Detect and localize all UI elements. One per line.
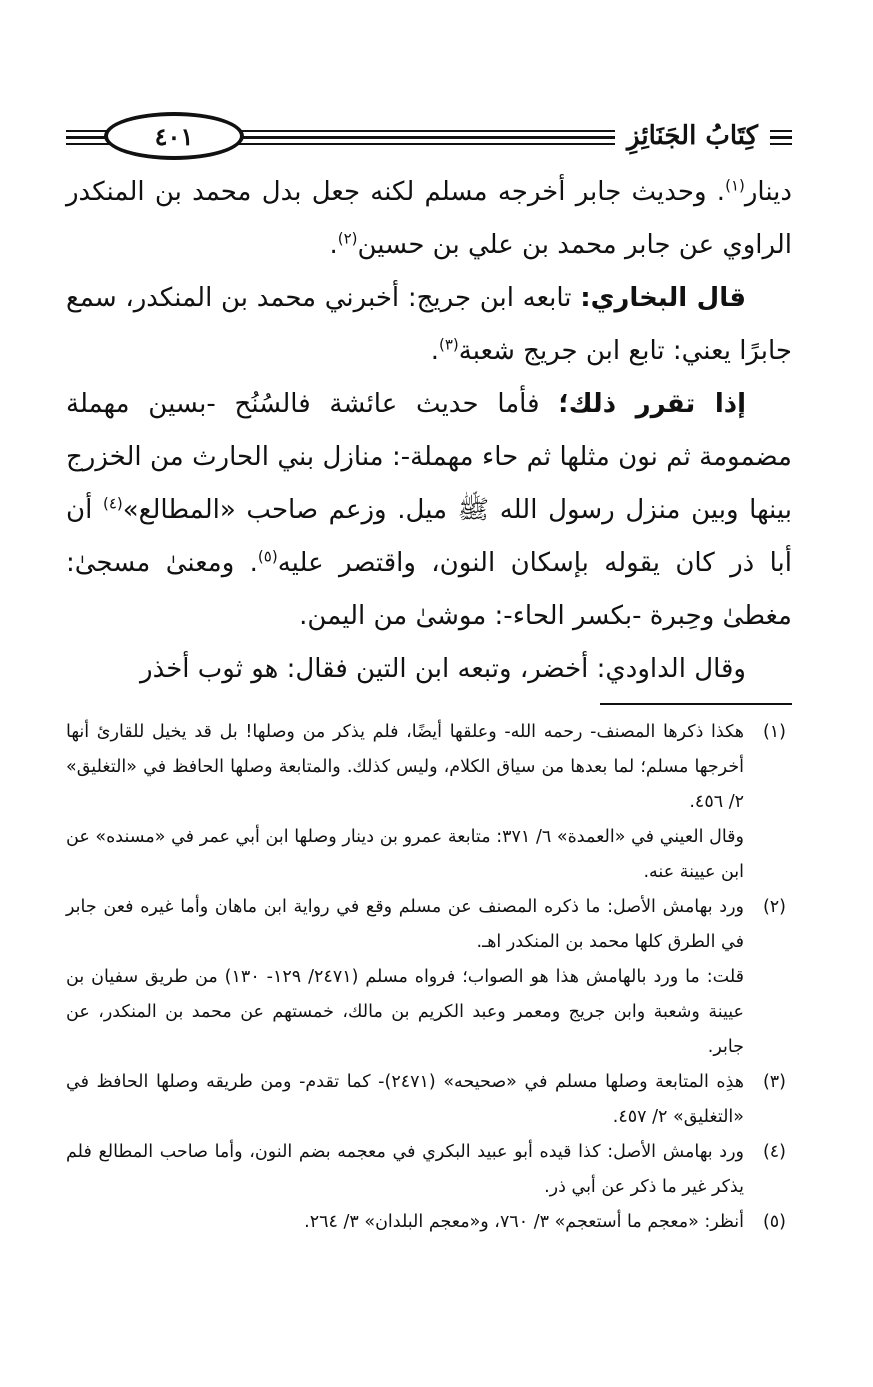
footnote-text: هذِه المتابعة وصلها مسلم في «صحيحه» (٢٤٧١)- كما تقدم- ومن طريقه وصلها الحافظ في «التغليق» ٢/ ٤٥٧. (66, 1072, 744, 1127)
chapter-title: كِتَابُ الجَنَائِزِ (627, 121, 758, 151)
footnote (66, 715, 792, 890)
footnote-body (66, 1205, 744, 1240)
footnote (66, 1065, 792, 1135)
footnote-text: ورد بهامش الأصل: ما ذكره المصنف عن مسلم وقع في رواية ابن ماهان وأما غيره فعن جابر في الطرق كلها محمد بن المنكدر اهـ. (66, 897, 744, 952)
footnote-separator (600, 703, 792, 705)
footnote-text: هكذا ذكرها المصنف- رحمه الله- وعلقها أيضًا، فلم يذكر من وصلها! بل قد يخيل للقارئ أنها أخرجها مسلم؛ لما بعدها من سياق الكلام، وليس كذلك. والمتابعة وصلها الحافظ في «التغليق» ٢/ ٤٥٦. (66, 722, 744, 812)
text-run: فأما حديث عائشة فالسُنُح -بسين مهملة مضمومة ثم نون مثلها ثم حاء مهملة-: منازل بني الحارث من الخزرج بينها وبين منزل رسول الله ﷺ ميل. وزعم صاحب «المطالع» (66, 389, 792, 525)
footnote-number: (٣) (762, 1072, 786, 1092)
chapter-title-box (615, 114, 770, 158)
footnote-body (66, 1065, 744, 1135)
footnote-text: ورد بهامش الأصل: كذا قيده أبو عبيد البكري في معجمه بضم النون، وأما صاحب المطالع فلم يذكر غير ما ذكر عن أبي ذر. (66, 1142, 744, 1197)
footnote-body (66, 1135, 744, 1205)
footnote-number: (٥) (762, 1212, 786, 1232)
paragraph (66, 272, 792, 378)
paragraph (66, 166, 792, 272)
footnote-text: وقال العيني في «العمدة» ٦/ ٣٧١: متابعة عمرو بن دينار وصلها ابن أبي عمر في «مسنده» عن ابن عيينة عنه. (66, 827, 744, 882)
page-number-badge (104, 112, 244, 160)
footnote-ref: (٣) (439, 335, 459, 354)
text-run: . (430, 336, 439, 366)
footnote-ref: (١) (725, 176, 745, 195)
main-text (66, 166, 792, 696)
footnote-ref: (٢) (337, 229, 358, 248)
speaker-label: قال البخاري: (580, 283, 746, 313)
footnote-text: أنظر: «معجم ما أستعجم» ٣/ ٧٦٠، و«معجم البلدان» ٣/ ٢٦٤. (304, 1212, 744, 1232)
footnote-ref: (٤) (102, 494, 123, 513)
footnote-number: (٤) (762, 1142, 786, 1162)
paragraph: وقال الداودي: أخضر، وتبعه ابن التين فقال: هو ثوب أخذر (140, 654, 746, 684)
footnote-ref: (٥) (257, 547, 278, 566)
text-run: . (329, 230, 338, 260)
footnotes (66, 715, 792, 1240)
lead-phrase: إذا تقرر ذلك؛ (558, 389, 746, 419)
text-run: دينار (744, 177, 792, 207)
text-run: . وحديث جابر أخرجه مسلم لكنه جعل بدل محمد بن المنكدر الراوي عن جابر محمد بن علي بن حسين (66, 177, 792, 260)
text-run: أن أبا ذر كان يقوله بإسكان النون، واقتصر عليه (66, 495, 792, 578)
page-number: ٤٠١ (154, 121, 194, 151)
footnote-body (66, 890, 744, 1065)
footnote (66, 1205, 792, 1240)
footnote-number: (٢) (762, 897, 786, 917)
page-header (66, 112, 792, 164)
footnote-text: قلت: ما ورد بالهامش هذا هو الصواب؛ فرواه مسلم (٢٤٧١/ ١٢٩- ١٣٠) من طريق سفيان بن عيينة وشعبة وابن جريج ومعمر وعبد الكريم بن مالك، خمستهم عن محمد بن المنكدر، عن جابر. (66, 967, 744, 1057)
footnote-body (66, 715, 744, 890)
text-run: . ومعنىٰ مسجىٰ: مغطىٰ وحِبرة -بكسر الحاء-: موشىٰ من اليمن. (66, 548, 792, 631)
text-run: تابعه ابن جريج: أخبرني محمد بن المنكدر، سمع جابرًا يعني: تابع ابن جريج شعبة (66, 283, 792, 366)
footnote (66, 1135, 792, 1205)
footnote (66, 890, 792, 1065)
footnote-number: (١) (762, 722, 786, 742)
paragraph (66, 378, 792, 643)
